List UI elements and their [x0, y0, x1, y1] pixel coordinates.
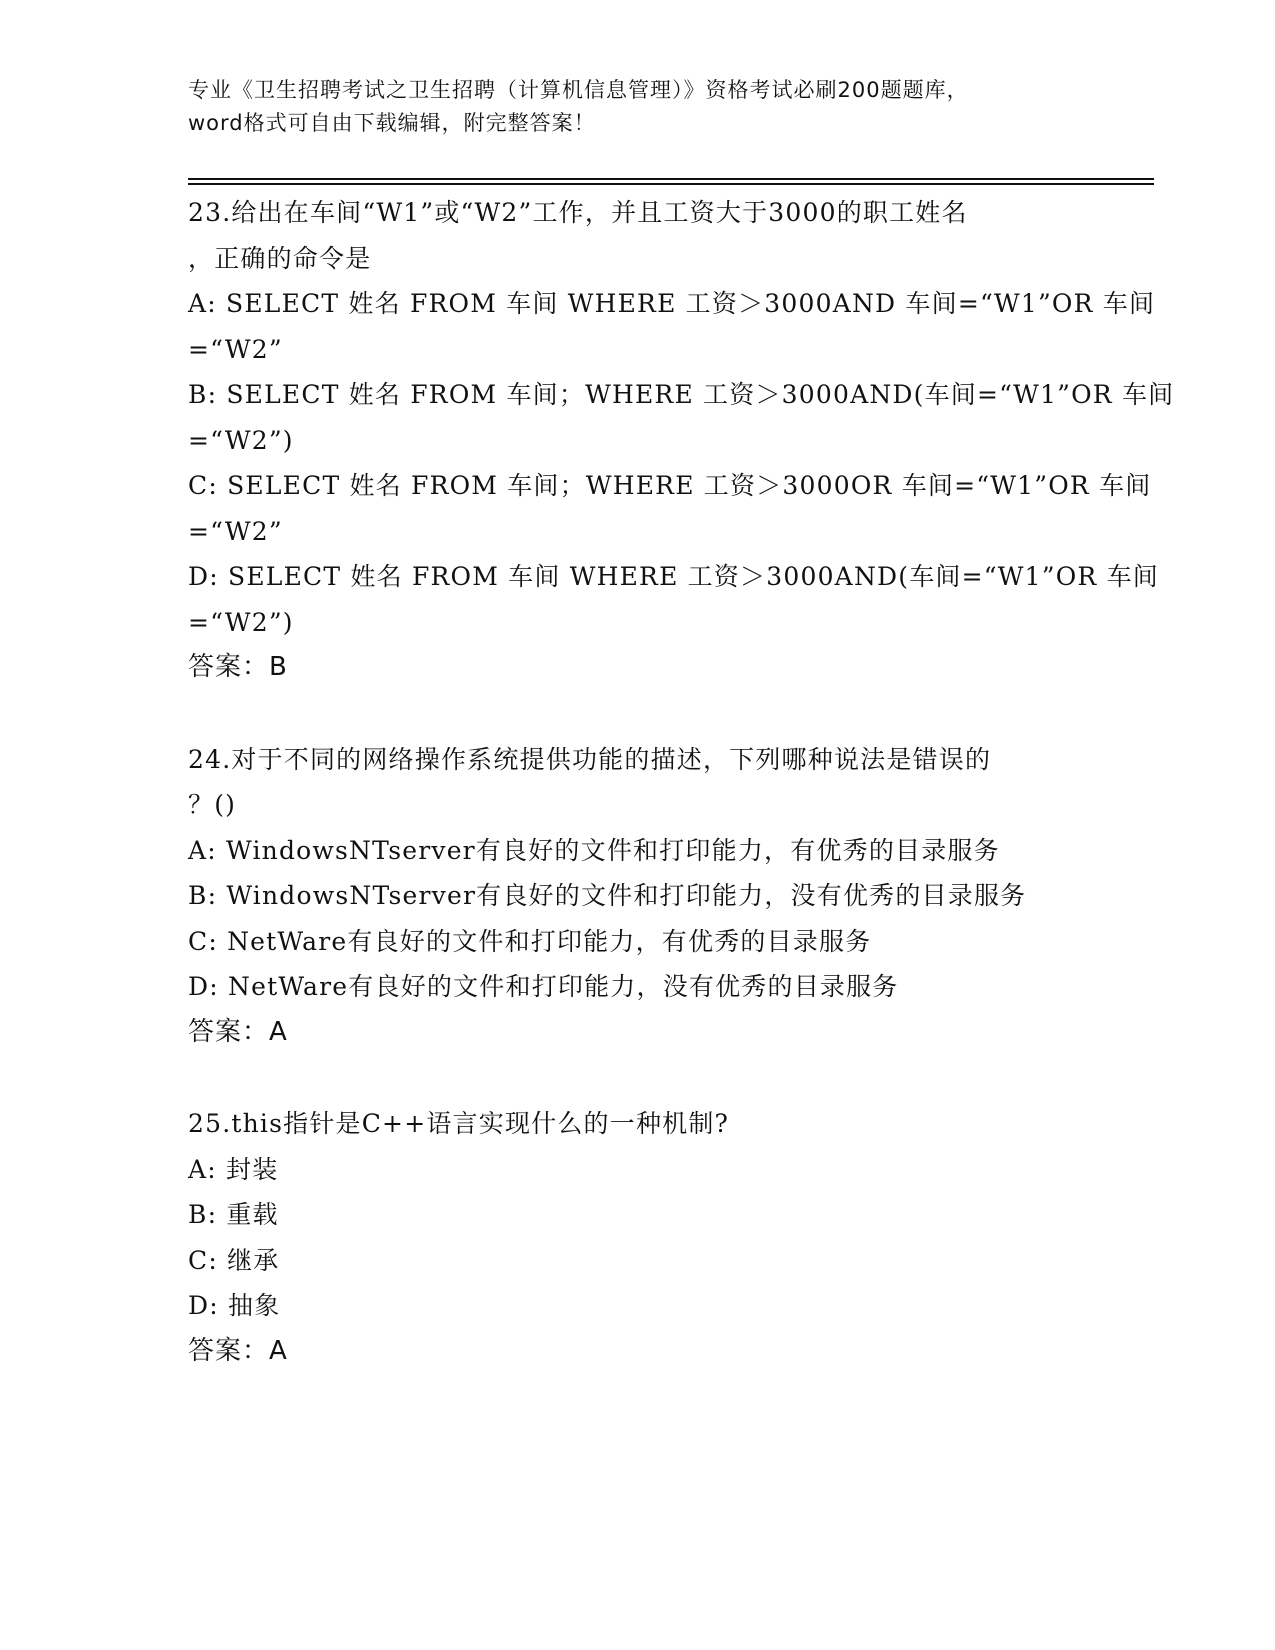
question-block — [188, 737, 1088, 1056]
question-stem: 23.给出在车间“W1”或“W2”工作，并且工资大于3000的职工姓名 — [188, 198, 968, 227]
question-stem: 25.this指针是C++语言实现什么的一种机制? — [188, 1109, 730, 1138]
answer-line: 答案：B — [188, 652, 288, 682]
question-line: B: 重载 — [188, 1200, 279, 1229]
questions-list — [188, 190, 1175, 1420]
question-line: C: 继承 — [188, 1245, 280, 1275]
question-line: =“W2”) — [188, 425, 294, 455]
header-divider-top — [188, 178, 1154, 180]
header-title-line-1: 专业《卫生招聘考试之卫生招聘（计算机信息管理）》资格考试必刷200题题库， — [188, 78, 969, 102]
question-line: D: SELECT 姓名 FROM 车间 WHERE 工资＞3000AND(车间=“W1”OR 车间 — [188, 562, 1159, 591]
question-line: ，正确的命令是 — [188, 243, 372, 273]
question-line: C: NetWare有良好的文件和打印能力，有优秀的目录服务 — [188, 926, 872, 956]
question-line: =“W2” — [188, 516, 283, 546]
question-line: =“W2” — [188, 334, 283, 364]
question-line: D: 抽象 — [188, 1291, 281, 1320]
header-title-line-2: word格式可自由下载编辑，附完整答案！ — [188, 111, 596, 135]
question-line: A: 封装 — [188, 1154, 279, 1184]
question-stem: 24.对于不同的网络操作系统提供功能的描述，下列哪种说法是错误的 — [188, 744, 992, 774]
document-header — [188, 74, 1088, 140]
question-line: =“W2”) — [188, 607, 294, 637]
answer-line: 答案：A — [188, 1016, 288, 1047]
question-line: C: SELECT 姓名 FROM 车间；WHERE 工资＞3000OR 车间=“W1”OR 车间 — [188, 471, 1152, 500]
question-block — [188, 190, 1175, 691]
question-line: A: WindowsNTserver有良好的文件和打印能力，有优秀的目录服务 — [188, 835, 1000, 865]
question-line: ？() — [188, 790, 237, 819]
question-line: B: SELECT 姓名 FROM 车间；WHERE 工资＞3000AND(车间=“W1”OR 车间 — [188, 380, 1175, 409]
question-block — [188, 1101, 1088, 1374]
question-line: D: NetWare有良好的文件和打印能力，没有优秀的目录服务 — [188, 972, 899, 1001]
question-line: A: SELECT 姓名 FROM 车间 WHERE 工资＞3000AND 车间=“W1”OR 车间 — [188, 289, 1156, 318]
question-line: B: WindowsNTserver有良好的文件和打印能力，没有优秀的目录服务 — [188, 881, 1027, 910]
header-divider-bottom — [188, 183, 1154, 185]
answer-line: 答案：A — [188, 1335, 288, 1366]
